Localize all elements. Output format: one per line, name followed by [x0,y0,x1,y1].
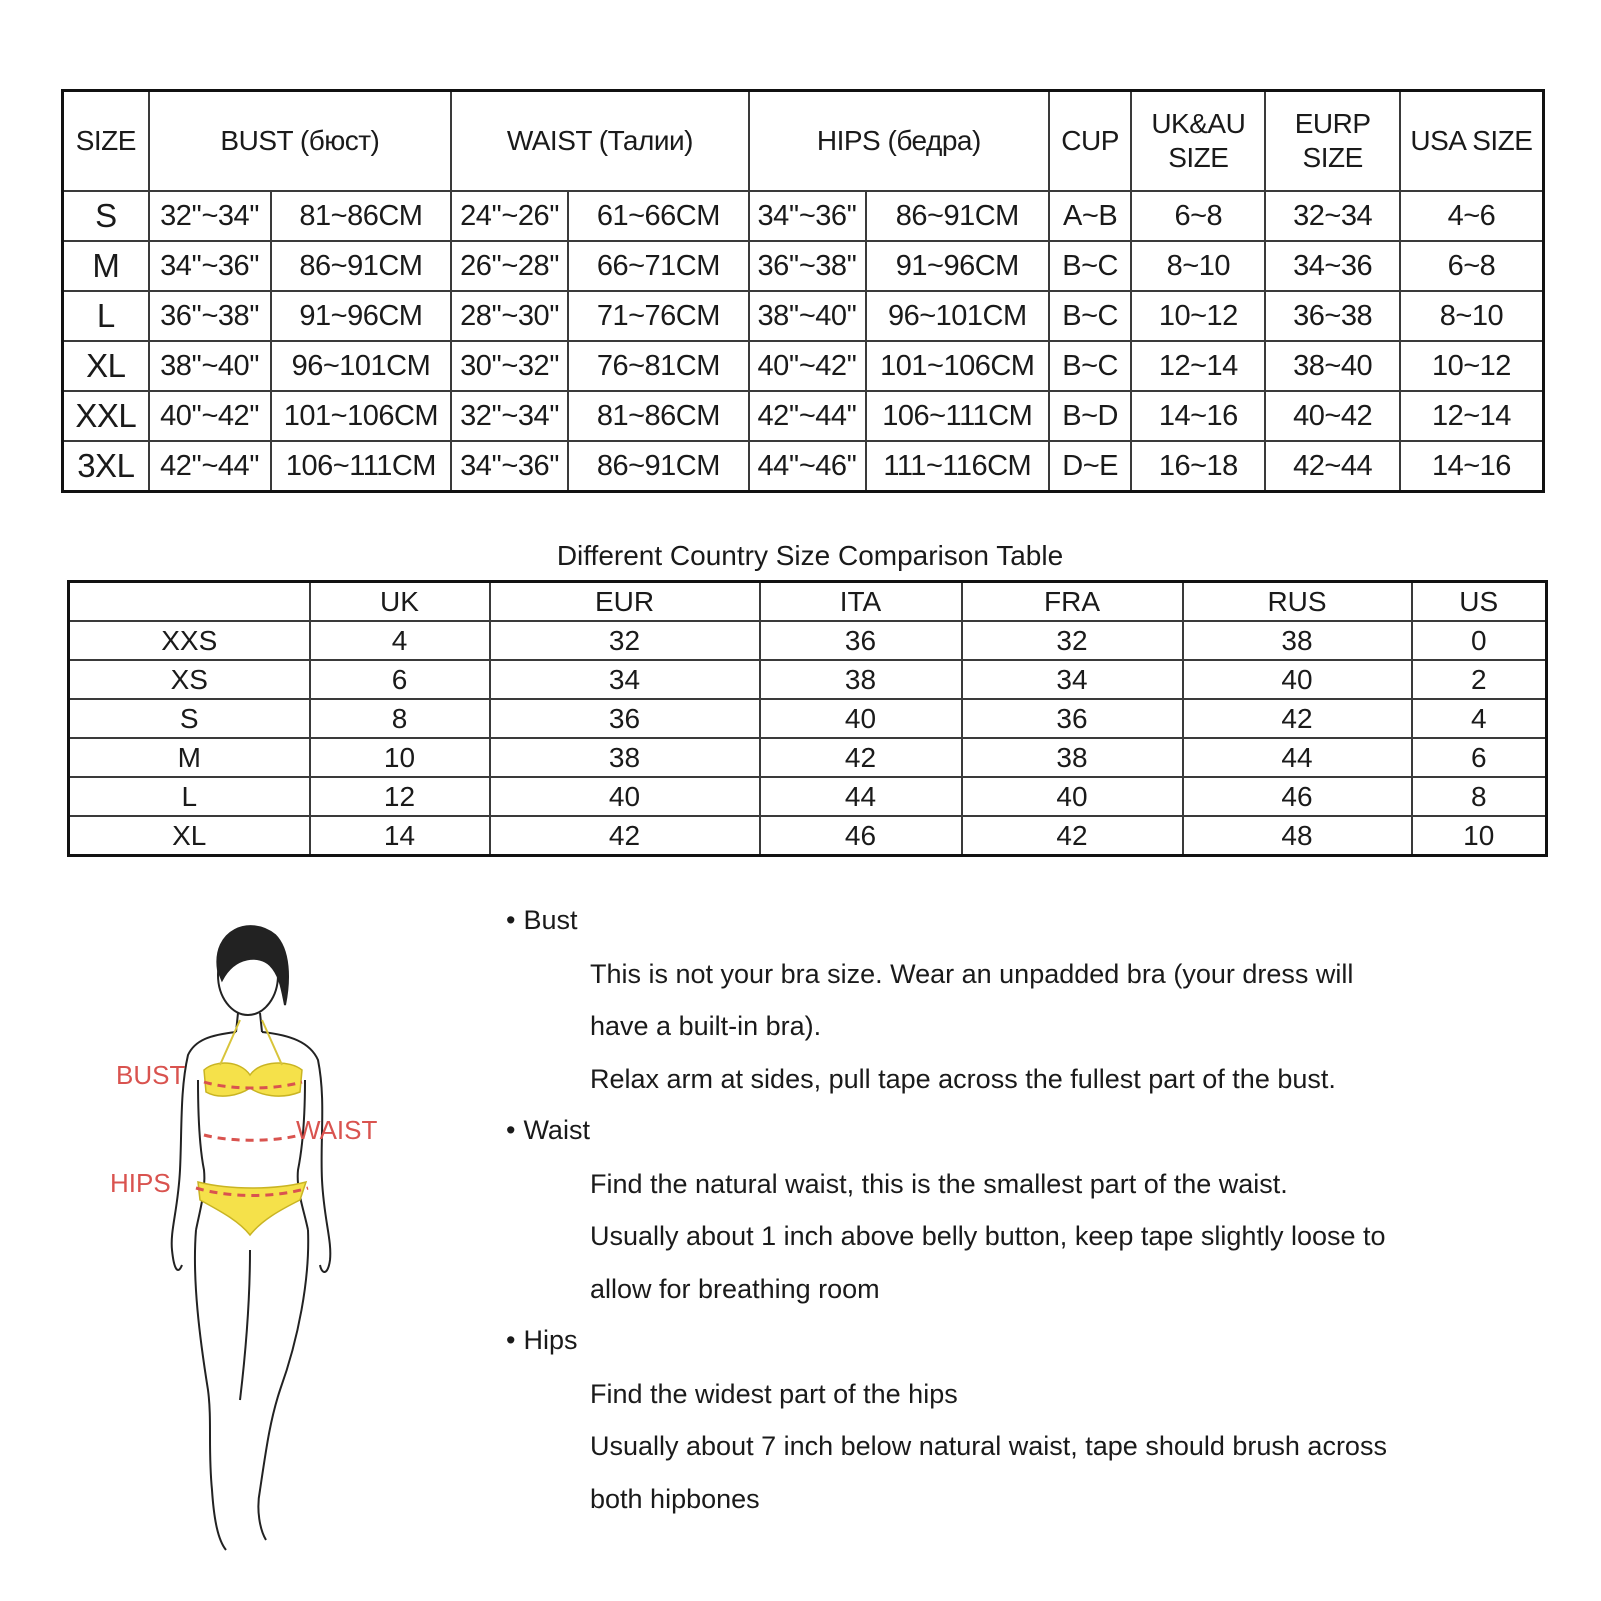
eur-cell: 40 [490,777,760,816]
bust-heading [506,905,577,936]
usa-cell: 8~10 [1400,291,1544,341]
table-row [69,660,1547,699]
hips-in-cell: 36''~38'' [749,241,866,291]
hips-heading [506,1325,577,1356]
usa-cell: 6~8 [1400,241,1544,291]
hips-cm-cell: 86~91CM [866,191,1050,241]
bikini-top [204,1063,302,1096]
table-row [63,441,1544,492]
ita-cell: 44 [760,777,962,816]
header-hips: HIPS (бедра) [749,91,1050,192]
bust-in-cell: 38''~40'' [149,341,271,391]
uk-cell: 14 [310,816,490,856]
eurp-cell: 42~44 [1265,441,1399,492]
us-cell: 10 [1412,816,1547,856]
rus-cell: 38 [1183,621,1412,660]
header-rus: RUS [1183,582,1412,622]
usa-cell: 10~12 [1400,341,1544,391]
us-cell: 2 [1412,660,1547,699]
uk-cell: 4 [310,621,490,660]
table-row [69,777,1547,816]
table-row [69,816,1547,856]
cup-cell: D~E [1049,441,1131,492]
bikini-bottom [198,1182,306,1235]
us-cell: 0 [1412,621,1547,660]
rus-cell: 46 [1183,777,1412,816]
rus-cell: 44 [1183,738,1412,777]
country-size-comparison-table [67,580,1548,857]
torso-left-outline [196,1080,204,1230]
fra-cell: 40 [962,777,1183,816]
fra-cell: 34 [962,660,1183,699]
header-eurp-line2: SIZE [1302,142,1363,173]
size-cell: L [69,777,310,816]
ukau-cell: 10~12 [1131,291,1265,341]
bust-in-cell: 40''~42'' [149,391,271,441]
size-chart-table [61,89,1545,493]
hips-cm-cell: 91~96CM [866,241,1050,291]
bust-in-cell: 36''~38'' [149,291,271,341]
torso-right-outline [298,1080,308,1230]
bust-line-2: have a built-in bra). [590,1011,822,1041]
eur-cell: 34 [490,660,760,699]
ita-cell: 36 [760,621,962,660]
hips-in-cell: 40''~42'' [749,341,866,391]
bust-in-cell: 42''~44'' [149,441,271,492]
eurp-cell: 32~34 [1265,191,1399,241]
header-us: US [1412,582,1547,622]
eurp-cell: 40~42 [1265,391,1399,441]
fra-cell: 32 [962,621,1183,660]
header-size: SIZE [63,91,149,192]
ita-cell: 38 [760,660,962,699]
header-ukau [1131,91,1265,192]
hips-in-cell: 44''~46'' [749,441,866,492]
hips-line-1: Find the widest part of the hips [590,1379,958,1409]
table-row [63,391,1544,441]
fra-cell: 42 [962,816,1183,856]
usa-cell: 14~16 [1400,441,1544,492]
waist-in-cell: 32''~34'' [451,391,568,441]
header-blank [69,582,310,622]
header-eurp-line1: EURP [1294,108,1371,139]
waist-cm-cell: 76~81CM [568,341,749,391]
header-waist: WAIST (Талии) [451,91,748,192]
eurp-cell: 34~36 [1265,241,1399,291]
bust-title: Bust [523,905,578,935]
hips-cm-cell: 111~116CM [866,441,1050,492]
waist-line-2: Usually about 1 inch above belly button, keep tape slightly loose to [590,1221,1386,1251]
rus-cell: 42 [1183,699,1412,738]
ita-cell: 42 [760,738,962,777]
table-row [63,341,1544,391]
cup-cell: B~D [1049,391,1131,441]
header-usa: USA SIZE [1400,91,1544,192]
body-outline-illustration [100,920,370,1580]
hips-in-cell: 38''~40'' [749,291,866,341]
waist-cm-cell: 71~76CM [568,291,749,341]
bust-line-3: Relax arm at sides, pull tape across the fullest part of the bust. [590,1064,1336,1094]
header-eur: EUR [490,582,760,622]
header-uk: UK [310,582,490,622]
bust-cm-cell: 96~101CM [271,341,452,391]
rus-cell: 48 [1183,816,1412,856]
bust-line-1: This is not your bra size. Wear an unpadded bra (your dress will [590,959,1354,989]
header-ukau-line2: SIZE [1168,142,1229,173]
waist-line-3: allow for breathing room [590,1274,880,1304]
comparison-header-row [69,582,1547,622]
fra-cell: 36 [962,699,1183,738]
us-cell: 6 [1412,738,1547,777]
hips-label: HIPS [110,1168,171,1198]
size-cell: L [63,291,149,341]
eurp-cell: 36~38 [1265,291,1399,341]
eur-cell: 38 [490,738,760,777]
waist-in-cell: 30''~32'' [451,341,568,391]
fra-cell: 38 [962,738,1183,777]
bust-in-cell: 32''~34'' [149,191,271,241]
usa-cell: 12~14 [1400,391,1544,441]
hips-title: Hips [523,1325,578,1355]
waist-cm-cell: 81~86CM [568,391,749,441]
header-cup: CUP [1049,91,1131,192]
size-cell: XS [69,660,310,699]
bust-cm-cell: 106~111CM [271,441,452,492]
hips-line-3: both hipbones [590,1484,760,1514]
hips-cm-cell: 96~101CM [866,291,1050,341]
header-eurp [1265,91,1399,192]
waist-line-1: Find the natural waist, this is the smallest part of the waist. [590,1169,1288,1199]
eur-cell: 42 [490,816,760,856]
waist-in-cell: 26''~28'' [451,241,568,291]
bust-cm-cell: 81~86CM [271,191,452,241]
rus-cell: 40 [1183,660,1412,699]
measurement-guide [440,905,1570,1585]
header-ita: ITA [760,582,962,622]
size-cell: S [69,699,310,738]
cup-cell: B~C [1049,341,1131,391]
size-cell: M [69,738,310,777]
waist-in-cell: 28''~30'' [451,291,568,341]
bullet-icon: • [506,905,516,935]
ukau-cell: 14~16 [1131,391,1265,441]
bust-label: BUST [116,1060,186,1090]
bullet-icon: • [506,1325,516,1355]
cup-cell: B~C [1049,291,1131,341]
uk-cell: 6 [310,660,490,699]
ita-cell: 40 [760,699,962,738]
bullet-icon: • [506,1115,516,1145]
us-cell: 4 [1412,699,1547,738]
size-cell: M [63,241,149,291]
inner-leg-outline [240,1250,250,1400]
cup-cell: B~C [1049,241,1131,291]
comparison-table-title: Different Country Size Comparison Table [556,540,1064,571]
table-row [69,621,1547,660]
hips-cm-cell: 101~106CM [866,341,1050,391]
hips-cm-cell: 106~111CM [866,391,1050,441]
eurp-cell: 38~40 [1265,341,1399,391]
hips-in-cell: 42''~44'' [749,391,866,441]
size-cell: XXS [69,621,310,660]
size-cell: XL [63,341,149,391]
waist-title: Waist [523,1115,590,1145]
ukau-cell: 6~8 [1131,191,1265,241]
ukau-cell: 8~10 [1131,241,1265,291]
waist-cm-cell: 61~66CM [568,191,749,241]
uk-cell: 12 [310,777,490,816]
waist-measure-line [204,1135,300,1140]
hips-in-cell: 34''~36'' [749,191,866,241]
waist-cm-cell: 66~71CM [568,241,749,291]
table-row [63,241,1544,291]
waist-label: WAIST [296,1115,378,1145]
cup-cell: A~B [1049,191,1131,241]
eur-cell: 36 [490,699,760,738]
size-cell: XL [69,816,310,856]
waist-heading [506,1115,590,1146]
size-cell: S [63,191,149,241]
header-ukau-line1: UK&AU [1151,108,1246,139]
size-chart-header-row [63,91,1544,192]
size-cell: 3XL [63,441,149,492]
waist-cm-cell: 86~91CM [568,441,749,492]
hips-line-2: Usually about 7 inch below natural waist, tape should brush across [590,1431,1387,1461]
ukau-cell: 12~14 [1131,341,1265,391]
bust-cm-cell: 86~91CM [271,241,452,291]
hair-shape [217,926,288,1005]
bust-cm-cell: 101~106CM [271,391,452,441]
bust-in-cell: 34''~36'' [149,241,271,291]
table-row [63,191,1544,241]
header-fra: FRA [962,582,1183,622]
waist-in-cell: 24''~26'' [451,191,568,241]
uk-cell: 10 [310,738,490,777]
table-row [69,699,1547,738]
eur-cell: 32 [490,621,760,660]
bust-cm-cell: 91~96CM [271,291,452,341]
table-row [69,738,1547,777]
bikini-straps [220,1020,282,1065]
usa-cell: 4~6 [1400,191,1544,241]
header-bust: BUST (бюст) [149,91,452,192]
ita-cell: 46 [760,816,962,856]
measurement-figure [100,920,378,1580]
us-cell: 8 [1412,777,1547,816]
uk-cell: 8 [310,699,490,738]
left-leg-outline [195,1230,226,1550]
ukau-cell: 16~18 [1131,441,1265,492]
waist-in-cell: 34''~36'' [451,441,568,492]
table-row [63,291,1544,341]
right-leg-outline [258,1230,308,1540]
size-cell: XXL [63,391,149,441]
